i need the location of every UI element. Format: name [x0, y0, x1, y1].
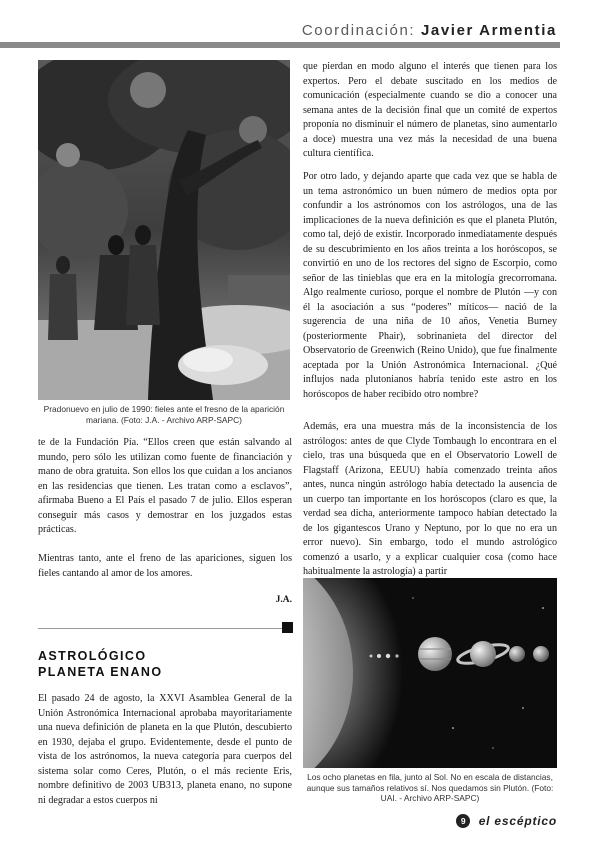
left-paragraph-1: te de la Fundación Pía. “Ellos creen que están salvando al mundo, pero sólo les utilizan como fuente de financiación y mano de obra gratuita. Son ellos los que cuidan a los ancianos en las residencias que tienen. Les tratan como a esclavos”, afirmaba Bueno a El País el pasado 7 de julio. Ellos esperan conseguir más casos y demostrar en los juzgados estas prácticas.	[38, 437, 292, 535]
section-title-line-1: ASTROLÓGICO	[38, 649, 147, 663]
planets-photo-caption: Los ocho planetas en fila, junto al Sol. No en escala de distancias, aunque sus tamaños relativos sí. Nos quedamos sin Plutón. (Foto: UAI. - Archivo ARP-SAPC)	[306, 772, 554, 804]
header-title	[302, 22, 557, 39]
right-paragraph-2: Por otro lado, y dejando aparte que cada vez que se habla de un tema astronómico un buen número de medios opta por confundir a los astrónomos con los astrólogos, una de las implicaciones de la nueva definición es que el planeta Plutón, como tal, dejó de existir. Incorporado inmediatamente después de su descubrimiento en los años treinta a los horóscopos, se convirtió en uno de los rectores del signo de Escorpio, como señor de las tinieblas que era en la mitología grecorromana. Algo realmente curioso, porque el nombre de Plutón —y con él la asociación a sus “poderes” míticos— nació de la sugerencia de una niña de 10 años, Venetia Burney (posteriormente Phair), sobrinanieta del director del Observatorio de Greenwich (Reino Unido), que fue finalmente aceptada por la Unión Astronómica Internacional. ¿Qué influjos nada plutonianos habría tenido este astro en los horóscopos de haber recibido otro nombre?	[303, 171, 557, 400]
section-title	[38, 648, 298, 680]
header-rule	[0, 42, 560, 48]
page-header	[0, 0, 595, 50]
page-number: 9	[456, 814, 470, 828]
section-marker-square	[282, 622, 293, 633]
section-label: Coordinación:	[301, 22, 416, 39]
magazine-name: el escéptico	[478, 813, 557, 828]
right-paragraph-3: Además, era una muestra más de la inconsistencia de los astrólogos: antes de que Clyde Tombaugh lo encontrara en el cielo, tras una búsqueda que en el Observatorio Lowell de Flagstaff (Arizona, EEUU) había comenzado treinta años antes, nunca ningún astrólogo había detectado la ausencia de un cuerpo tan importante en los horóscopos (claro es que, la verdad sea dicha, anteriormente tampoco habían detectado la de los gigantescos Urano y Neptuno, por lo que no era un error nuevo). Sin embargo, todo el mundo astrológico comenzó a usarlo, y a explicar cualquier cosa (como hace habitualmente la astrología) a partir	[303, 421, 557, 577]
section-title-line-2: PLANETA ENANO	[38, 665, 163, 679]
right-paragraph-1: que pierdan en modo alguno el interés que tienen para los expertos. Pero el debate suscitado en los medios de comunicación (especialmente cuando se dio a conocer una semana antes de la decisión final que un comité de expertos proponía no disminuir el número de planetas, sino aumentarlo a doce) muestra una vez más la necesidad de una buena cultura científica.	[303, 61, 557, 159]
article-signature: J.A.	[275, 595, 292, 605]
page-footer	[456, 812, 557, 830]
left-paragraph-2: Mientras tanto, ante el freno de las apariciones, siguen los fieles cantando al amor de los amores.	[38, 553, 292, 579]
left-paragraph-3: El pasado 24 de agosto, la XXVI Asamblea General de la Unión Astronómica Internacional aprobaba mayoritariamente una nueva definición de planeta en la que Plutón, descubierto en 1930, dejaba el grupo. Evidentemente, desde el punto de vista de los astrónomos, la nueva categoría para cuerpos del sistema solar como Ceres, Plutón, o el más reciente Eris, nombre definitivo de 2003 UB313, planeta enano, no supone ni degradar a estos cuerpos ni	[38, 693, 292, 806]
author-name: Javier Armentia	[420, 22, 557, 39]
section-divider	[38, 628, 283, 629]
planets-photo	[303, 578, 557, 768]
tree-photo-caption: Pradonuevo en julio de 1990: fieles ante el fresno de la aparición mariana. (Foto: J.A. - Archivo ARP-SAPC)	[43, 404, 285, 425]
tree-photo	[38, 60, 290, 400]
